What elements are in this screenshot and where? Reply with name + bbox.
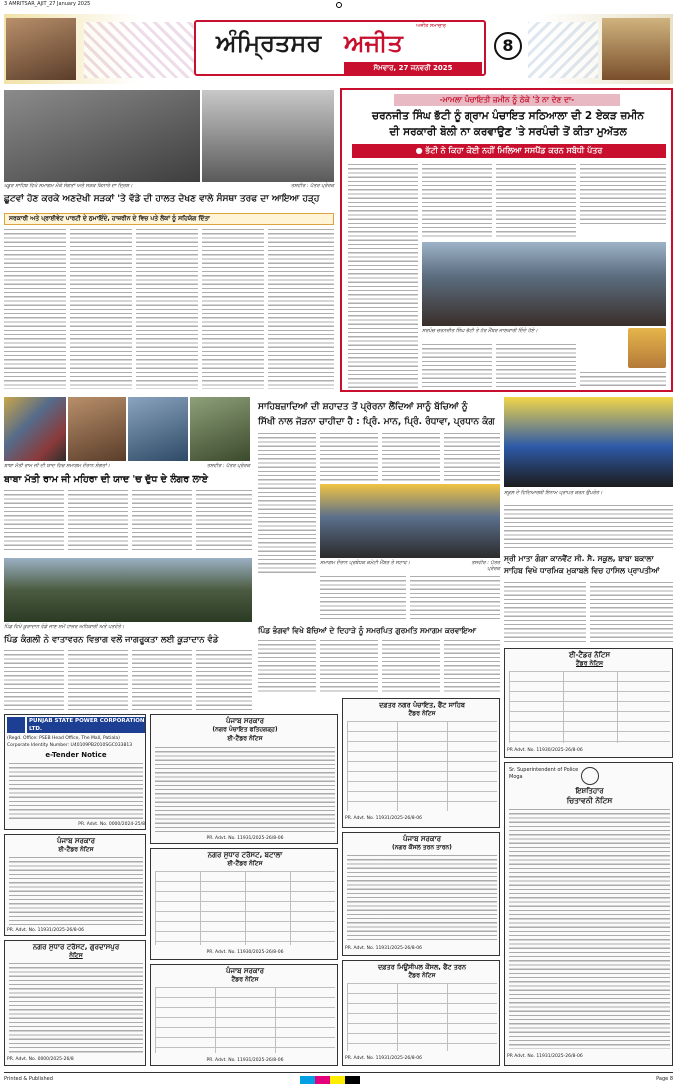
ad-body [9,857,143,925]
ad-title: ਪੰਜਾਬ ਸਰਕਾਰ [225,967,264,975]
police-subtitle: ਚਿਤਾਵਨੀ ਨੋਟਿਸ [566,796,613,805]
ad-police-notice [504,762,673,1066]
headline-2b: ਦੀ ਸਰਕਾਰੀ ਬੋਲੀ ਨਾ ਕਰਵਾਉਣ 'ਤੇ ਸਰਪੰਚੀ ਤੋਂ ਕੀਤਾ ਮੁਅੱਤਲ [389,126,627,138]
masthead-date: ਸੋਮਵਾਰ, 27 ਜਨਵਰੀ 2025 [344,62,482,74]
body-column [268,229,334,389]
ad-ref: PR. Advt. No. 0000/2025-26/8 [7,1057,74,1062]
headline-6: ਪਿੰਡ ਕੰਗਲੀ ਨੇ ਵਾਤਾਵਰਨ ਵਿਭਾਗ ਵਲੋਂ ਜਾਗਰੂਕਤਾ ਲਈ ਕੂੜਾਦਾਨ ਵੰਡੇ [4,635,219,645]
decorative-pattern-right [528,22,598,78]
ad-title: ਪੰਜਾਬ ਸਰਕਾਰ [56,837,95,845]
ad-sub-center [150,964,338,1066]
body-column [580,372,666,388]
body-column [504,582,586,644]
ad-subtitle: ਟੈਂਡਰ ਨੋਟਿਸ [408,972,436,979]
headline-1: ਛੂਟਵਾਂ ਹੋਣ ਕਰਕੇ ਅਣਦੇਖੀ ਸੜਕਾਂ 'ਤੇ ਵੱਡੇ ਦੀ ਹਾਲਤ ਦੇਖਣ ਵਾਲੇ ਸੰਸਥਾ ਤਰਫ ਦਾ ਆਇਆ ਹੜ੍ਹ [4,194,320,204]
body-column [382,433,440,481]
ad-title: ਦਫ਼ਤਰ ਮਿਊਂਸੀਪਲ ਕੌਂਸਲ, ਫੈਂਟ ਤਰਨ [377,963,467,971]
body-column [320,640,378,694]
photo-caption-2: ਸਰਪੰਚ ਚਰਨਜੀਤ ਸਿੰਘ ਭੱਟੀ ਤੇ ਹੋਰ ਮੈਂਬਰ ਜਾਣਕਾਰੀ ਦਿੰਦੇ ਹੋਏ। [422,328,538,334]
body-column [132,650,192,710]
masthead-logo [194,20,486,76]
ad-title: ਈ-ਟੈਂਡਰ ਨੋਟਿਸ [569,651,610,659]
police-title: ਇਸ਼ਤਿਹਾਰ [575,787,604,795]
story-photo-1 [4,90,200,182]
body-column [4,229,66,389]
headline-5: ਸ੍ਰੀ ਮਾਤਾ ਗੰਗਾ ਕਾਨਵੈਂਟ ਸੀ. ਸੈ. ਸਕੂਲ, ਬਾਬਾ ਬਕਾਲਾ ਸਾਹਿਬ ਵਿਖੇ ਧਾਰਮਿਕ ਮੁਕਾਬਲੇ ਵਿਚ ਹਾਸਿਲ ਪ੍ਰਾਪਤੀਆਂ [504,554,660,575]
pspcl-ref: PR. Advt. No. 0000/2024-25/8 [78,822,145,827]
ad-subtitle: ਈ-ਟੈਂਡਰ ਨੋਟਿਸ [58,846,94,853]
body-column [504,505,673,549]
ad-body [347,855,497,941]
ad-punjab-govt-right [342,832,500,956]
students-photo [504,397,673,487]
photo-caption-5: ਸਕੂਲ ਦੇ ਵਿਦਿਆਰਥੀ ਇਨਾਮ ਪ੍ਰਾਪਤ ਕਰਨ ਉਪਰੰਤ। [504,490,603,496]
masthead [4,14,673,84]
story-photo-2 [202,90,334,182]
body-column [382,640,440,694]
photo-caption-1: ਖਡੂਰ ਸਾਹਿਬ ਵਿਖੇ ਸਮਾਗਮ ਮੌਕੇ ਸੰਗਤਾਂ ਅਤੇ ਸੜਕ ਕਿਨਾਰੇ ਦਾ ਦ੍ਰਿਸ਼। [4,183,133,189]
body-column [202,229,264,389]
police-org: Sr. Superintendent of Police [509,767,579,773]
pspcl-sub: (Regd. Office: PSEB Head Office, The Mall, Patiala) [7,736,120,741]
boxed-story [340,88,673,392]
ad-title: ਨਗਰ ਸੁਧਾਰ ਟਰੱਸਟ, ਬਟਾਲਾ [207,851,283,859]
ad-subtitle: (ਨਗਰ ਪੰਚਾਇਤ ਫਤਿਹਗੜ੍ਹ) [212,726,278,733]
body-column [444,640,500,694]
decorative-pattern [84,22,194,78]
event-photo-c [128,397,188,461]
body-column [422,344,492,388]
body-column [136,229,198,389]
ad-subtitle: (ਨਗਰ ਕੌਂਸਲ ਤਰਨ ਤਾਰਨ) [392,844,452,851]
body-column [196,650,252,710]
group-photo-2 [320,484,500,558]
body-column [580,164,666,224]
ad-ref: PR. Advt. No. 11931/2025-26/8-06 [345,816,422,821]
pspcl-notice: e-Tender Notice [45,751,107,759]
ad-subtitle: ਈ-ਟੈਂਡਰ ਨੋਟਿਸ [227,860,263,867]
ad-body [9,763,143,819]
ad-pspcl [4,714,146,830]
body-column [348,164,418,388]
body-column [410,576,500,620]
ad-body [9,963,143,1053]
body-column [320,433,378,481]
ad-subtitle: ਟੈਂਡਰ ਨੋਟਿਸ [408,710,436,717]
kicker: -ਮਾਮਲਾ ਪੰਚਾਇਤੀ ਜ਼ਮੀਨ ਨੂੰ ਠੇਕੇ 'ਤੇ ਨਾ ਦੇਣ ਦਾ- [394,94,620,106]
pspcl-name: PUNJAB STATE POWER CORPORATION LTD. [29,718,145,732]
headline-7: ਪਿੰਡ ਭੰਗਵਾਂ ਵਿਖੇ ਬੱਚਿਆਂ ਦੇ ਦਿਹਾੜੇ ਨੂੰ ਸਮਰਪਿਤ ਗੁਰਮਤਿ ਸਮਾਗਮ ਕਰਵਾਇਆ [258,626,477,635]
ad-title: ਦਫ਼ਤਰ ਨਗਰ ਪੰਚਾਇਤ, ਫੈਂਟ ਸਾਹਿਬ [379,701,465,709]
photo-caption-6: ਪਿੰਡ ਵਿਖੇ ਕੂੜਾਦਾਨ ਵੰਡੇ ਜਾਣ ਸਮੇਂ ਹਾਜ਼ਰ ਅਧਿਕਾਰੀ ਅਤੇ ਪਤਵੰਤੇ। [4,624,125,630]
event-photo-d [190,397,250,461]
subhead-2: ● ਭੱਟੀ ਨੇ ਕਿਹਾ ਕੋਈ ਨਹੀਂ ਮਿਲਿਆ ਸਸਪੈਂਡ ਕਰਨ ਸਬੰਧੀ ਪੱਤਰ [352,144,666,158]
ad-subtitle: ਟੈਂਡਰ ਨੋਟਿਸ [575,660,604,667]
body-column [132,490,192,552]
body-column [590,582,673,644]
body-column [320,576,406,620]
body-column [496,344,576,388]
headline-3: ਬਾਬਾ ਮੱਤੀ ਰਾਮ ਜੀ ਮਹਿਰਾ ਦੀ ਯਾਦ 'ਚ ਦੁੱਧ ਦੇ ਲੰਗਰ ਲਾਏ [4,474,208,485]
color-bar [300,1076,360,1084]
photo-credit-3: ਤਸਵੀਰ : ਪੱਤਰ ਪ੍ਰੇਰਕ [206,463,250,469]
photo-caption-3: ਬਾਬਾ ਮੱਤੀ ਰਾਮ ਜੀ ਦੀ ਯਾਦ ਵਿਚ ਸਮਾਗਮ ਦੌਰਾਨ ਸੰਗਤਾਂ। [4,463,110,469]
ad-title: ਪੰਜਾਬ ਸਰਕਾਰ [402,835,441,843]
police-place: Moga [509,774,523,780]
ad-ref: PR Advt. No. 11930/2025-26/8-06 [507,748,583,753]
headline-4a: ਸਾਹਿਬਜ਼ਾਦਿਆਂ ਦੀ ਸ਼ਹਾਦਤ ਤੋਂ ਪ੍ਰੇਰਨਾ ਲੈਂਦਿਆਂ ਸਾਨੂੰ ਬੱਚਿਆਂ ਨੂੰ [258,402,468,412]
tender-table [347,983,497,1051]
body-column [444,433,500,481]
masthead-title-part1: ਅੰਮ੍ਰਿਤਸਰ [216,29,322,57]
golden-temple-photo [6,18,76,80]
body-column [258,640,316,694]
photo-caption-4: ਸਮਾਗਮ ਦੌਰਾਨ ਪ੍ਰਬੰਧਕ ਕਮੇਟੀ ਮੈਂਬਰ ਤੇ ਸਟਾਫ। [320,560,411,566]
event-photo-b [68,397,126,461]
photo-credit-1: ਤਸਵੀਰ : ਪੱਤਰ ਪ੍ਰੇਰਕ [290,183,334,189]
body-column [4,490,64,552]
ad-punjab-govt-1 [4,834,146,936]
headline-4b: ਸਿੱਖੀ ਨਾਲ ਜੋੜਨਾ ਚਾਹੀਦਾ ਹੈ : ਪ੍ਰਿੰ. ਮਾਨ, ਪ੍ਰਿੰ. ਰੰਧਾਵਾ, ਪ੍ਰਧਾਨ ਕੰਗ [258,417,495,427]
ad-nagar-sudhar-center [150,848,338,960]
ad-subtitle: ਨੋਟਿਸ [69,952,83,959]
ad-ref: PR Advt. No. 11931/2025-26/8-06 [507,1054,583,1059]
body-column [422,164,492,238]
photo-credit-4: ਤਸਵੀਰ : ਪੱਤਰ ਪ੍ਰੇਰਕ [471,560,500,572]
ad-title: ਪੰਜਾਬ ਸਰਕਾਰ [225,717,264,725]
ad-body [509,809,670,1049]
temple-photo [602,18,670,80]
pspcl-logo-icon [7,717,25,733]
ad-ref: PR. Advt. No. 11931/2025-26/8-06 [7,928,84,933]
body-column [4,650,64,710]
footer-left: Printed & Published [4,1076,53,1082]
ad-ref: PR. Advt. No. 11930/2025-26/8-06 [206,950,284,955]
registration-mark-icon [336,2,342,8]
subhead-1: ਸਰਕਾਰੀ ਅਤੇ ਪ੍ਰਾਈਵੇਟ ਪਾਰਟੀ ਦੇ ਨੁਮਾਇੰਦੇ, ਹਾਜ਼ਰੀਨ ਦੇ ਵਿਚ ਪਤੇ ਲੋਕਾਂ ਨੂੰ ਸਹਿਯੋਗ ਦਿੱਤਾ [4,213,334,225]
pspcl-cin: Corporate Identity Number: U40109PB2010SGC033813 [7,743,133,748]
ad-nagar-sudhar-1 [4,940,146,1066]
ad-subtitle: ਟੈਂਡਰ ਨੋਟਿਸ [231,976,259,983]
body-column [70,229,132,389]
tender-table [509,671,670,743]
event-photo-a [4,397,66,461]
body-column [258,433,316,575]
ad-daftar-nagar-panchayat [342,698,500,828]
ad-daftar-municipal [342,960,500,1066]
bins-photo [4,558,252,622]
body-column [496,164,576,238]
police-emblem-icon [581,767,599,785]
ad-ref: PR. Advt. No. 11931/2025-26/8-06 [345,946,422,951]
page-number: 8 [494,32,522,60]
tender-table [155,871,335,945]
masthead-subtitle: ਅਜੀਤ ਸਮਾਚਾਰ [416,23,446,29]
headline-2a: ਚਰਨਜੀਤ ਸਿੰਘ ਭੱਟੀ ਨੂੰ ਗ੍ਰਾਮ ਪੰਚਾਇਤ ਸਠਿਆਲਾ ਦੀ 2 ਏਕੜ ਜ਼ਮੀਨ [372,110,644,122]
footer-right: Page 8 [656,1076,673,1082]
group-photo [422,242,666,326]
ad-body [155,747,335,833]
body-column [68,490,128,552]
portrait-photo [628,328,666,368]
footer-rule [4,1072,673,1073]
ad-tender-right-top [504,648,673,758]
folio-left: 3 AMRITSAR_AJIT_27 January 2025 [4,1,91,7]
ad-notice: ਈ-ਟੈਂਡਰ ਨੋਟਿਸ [227,735,263,742]
body-column [68,650,128,710]
ad-punjab-govt-center [150,714,338,844]
masthead-title-part2: ਅਜੀਤ [344,29,403,57]
ad-ref: PR. Advt. No. 11931/2025-26/8-06 [345,1056,422,1061]
ad-ref: PR. Advt. No. 11931/2025-26/8-06 [206,836,284,841]
tender-table [155,987,335,1053]
ad-ref: PR. Advt. No. 11931/2025-26/8-06 [206,1058,284,1063]
ad-title: ਨਗਰ ਸੁਧਾਰ ਟਰੱਸਟ, ਗੁਰਦਾਸਪੁਰ [32,943,120,951]
tender-table [347,721,497,811]
body-column [196,490,252,552]
